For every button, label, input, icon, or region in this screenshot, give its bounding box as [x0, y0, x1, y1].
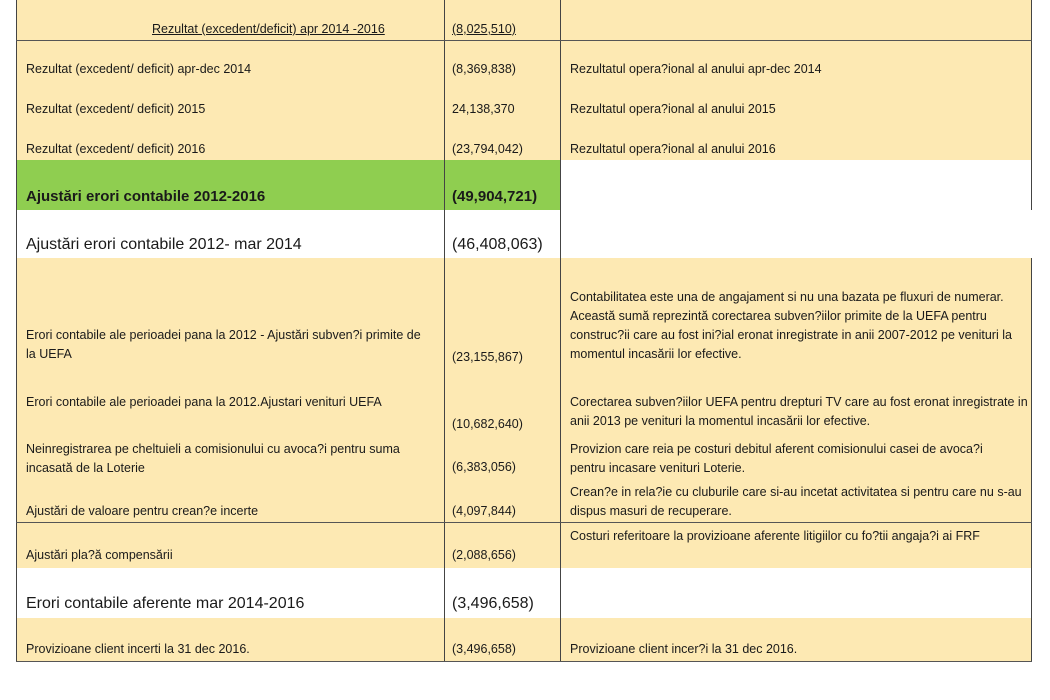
- row-label: Erori contabile ale perioadei pana la 2012.Ajustari venituri UEFA: [26, 395, 382, 409]
- row-label: Rezultat (excedent/deficit) apr 2014 -2016: [152, 22, 385, 36]
- row-label: Rezultat (excedent/ deficit) 2015: [26, 102, 206, 116]
- table-border-bottom: [16, 661, 1032, 662]
- row-note: Rezultatul opera?ional al anului apr-dec 2014: [570, 62, 822, 76]
- table-row: [16, 390, 1032, 438]
- table-row: [16, 120, 1032, 160]
- row-note: Costuri referitoare la provizioane aferente litigiilor cu fo?tii angaja?i ai FRF: [570, 529, 980, 543]
- table-divider-2: [560, 0, 561, 662]
- row-label: Rezultat (excedent/ deficit) apr-dec 2014: [26, 62, 252, 76]
- row-value: (6,383,056): [452, 460, 516, 474]
- table-row: [16, 160, 1032, 210]
- table-border-right: [1031, 0, 1032, 210]
- row-value: 24,138,370: [452, 102, 515, 116]
- table-row: [16, 482, 1032, 524]
- row-value: (49,904,721): [452, 188, 538, 205]
- row-separator: [16, 40, 1032, 41]
- row-label: Erori contabile ale perioadei pana la 2012 - Ajustări subven?i primite de la UEFA: [26, 328, 421, 361]
- table-row: [16, 258, 1032, 390]
- row-label: Neinregistrarea pe cheltuieli a comisionului cu avoca?i pentru suma incasată de la Loterie: [26, 442, 400, 475]
- row-note: Crean?e in rela?ie cu cluburile care si-au incetat activitatea si pentru care nu s-au dispus masuri de recuperare.: [570, 485, 1022, 518]
- table-row: [16, 524, 1032, 568]
- row-label: Provizioane client incerti la 31 dec 2016.: [26, 642, 250, 656]
- row-value: (2,088,656): [452, 548, 516, 562]
- row-value: (23,155,867): [452, 350, 523, 364]
- table-row: [16, 438, 1032, 482]
- table-row: [16, 40, 1032, 80]
- row-value: (23,794,042): [452, 142, 523, 156]
- table-row: [16, 0, 1032, 40]
- row-label: Erori contabile aferente mar 2014-2016: [26, 595, 305, 612]
- row-value: (8,025,510): [452, 22, 516, 36]
- row-label: Ajustări de valoare pentru crean?e incerte: [26, 504, 259, 518]
- row-label: Rezultat (excedent/ deficit) 2016: [26, 142, 206, 156]
- row-value: (46,408,063): [452, 236, 543, 253]
- row-note: Provizion care reia pe costuri debitul aferent comisionului casei de avoca?i pentru incasare venituri Loterie.: [570, 442, 983, 475]
- table-border-right-lower: [1031, 258, 1032, 662]
- table-border-left: [16, 0, 17, 662]
- row-note: Provizioane client incer?i la 31 dec 2016.: [570, 642, 798, 656]
- table-row: [16, 80, 1032, 120]
- table-row: [16, 210, 1032, 258]
- row-separator: [16, 522, 1032, 523]
- row-label: Ajustări erori contabile 2012- mar 2014: [26, 236, 302, 253]
- row-note: Corectarea subven?iilor UEFA pentru drepturi TV care au fost eronat inregistrate in anii 2013 pe venituri la momentul incasării lor efective.: [570, 395, 1028, 428]
- row-label: Ajustări erori contabile 2012-2016: [26, 188, 266, 205]
- row-value: (3,496,658): [452, 642, 516, 656]
- table-row: [16, 568, 1032, 618]
- row-value: (3,496,658): [452, 595, 534, 612]
- row-value: (10,682,640): [452, 417, 523, 431]
- row-value: (8,369,838): [452, 62, 516, 76]
- row-note: Contabilitatea este una de angajament si nu una bazata pe fluxuri de numerar. Această sumă reprezintă corectarea subven?iilor primite de la UEFA pentru construc?ii care au fost ini?ial eronat inregistrate in anii 2007-2012 pe venituri la momentul incasării lor efective.: [570, 290, 1012, 361]
- table-row: [16, 618, 1032, 662]
- row-note: Rezultatul opera?ional al anului 2016: [570, 142, 776, 156]
- row-label: Ajustări pla?ă compensării: [26, 548, 173, 562]
- row-value: (4,097,844): [452, 504, 516, 518]
- row-note: Rezultatul opera?ional al anului 2015: [570, 102, 776, 116]
- table-divider-1: [444, 0, 445, 662]
